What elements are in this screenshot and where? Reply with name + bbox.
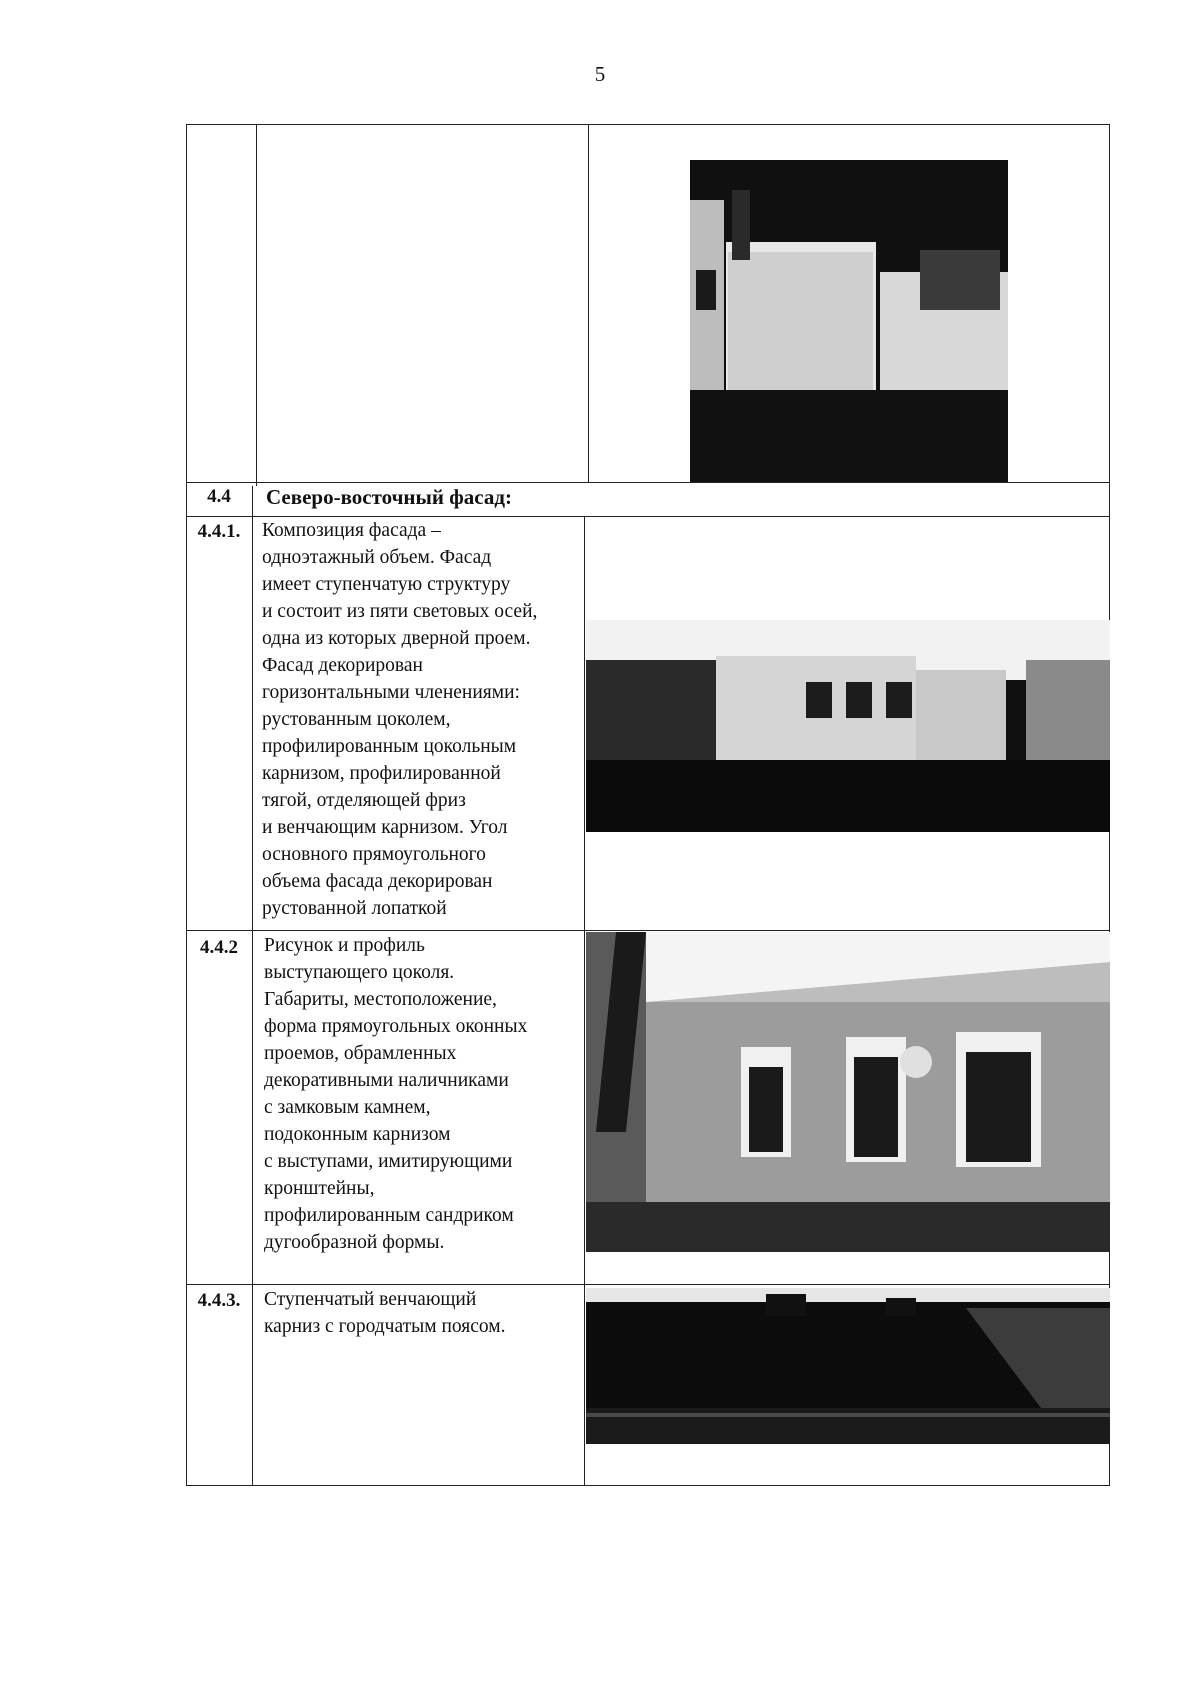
text-line: с замковым камнем,	[264, 1097, 431, 1118]
text-line: профилированным сандриком	[264, 1205, 514, 1226]
text-line: Композиция фасада –	[262, 520, 441, 541]
facade-photo-windows	[586, 932, 1110, 1252]
text-line: дугообразной формы.	[264, 1232, 445, 1253]
text-line: Фасад декорирован	[262, 655, 423, 676]
row-divider	[186, 1284, 1110, 1285]
text-line: рустованным цоколем,	[262, 709, 451, 730]
text-line: и состоит из пяти световых осей,	[262, 601, 538, 622]
text-line: карнизом, профилированной	[262, 763, 501, 784]
page-number: 5	[594, 62, 606, 86]
text-line: Ступенчатый венчающий	[264, 1289, 477, 1310]
facade-photo-cornice	[586, 1288, 1110, 1444]
text-line: с выступами, имитирующими	[264, 1151, 513, 1172]
row-divider	[186, 930, 1110, 931]
text-line: Габариты, местоположение,	[264, 989, 497, 1010]
table-border-top	[186, 124, 1110, 125]
row-description	[262, 517, 582, 922]
table-border-left	[186, 124, 187, 1486]
text-line: подоконным карнизом	[264, 1124, 451, 1145]
facade-photo-corner	[690, 160, 1008, 482]
column-divider	[584, 516, 585, 1486]
text-line: основного прямоугольного	[262, 844, 486, 865]
column-divider	[588, 124, 589, 482]
text-line: имеет ступенчатую структуру	[262, 574, 511, 595]
text-line: горизонтальными членениями:	[262, 682, 520, 703]
text-line: профилированным цокольным	[262, 736, 517, 757]
row-number: 4.4.2	[200, 937, 238, 958]
column-divider	[256, 124, 257, 486]
row-description	[264, 1286, 582, 1340]
row-divider	[186, 482, 1110, 483]
row-number: 4.4.1.	[197, 521, 241, 542]
text-line: и венчающим карнизом. Угол	[262, 817, 508, 838]
text-line: форма прямоугольных оконных	[264, 1016, 528, 1037]
text-line: рустованной лопаткой	[262, 898, 447, 919]
section-number: 4.4	[207, 486, 231, 507]
row-number: 4.4.3.	[197, 1290, 241, 1311]
text-line: объема фасада декорирован	[262, 871, 493, 892]
text-line: одна из которых дверной проем.	[262, 628, 531, 649]
table-border-bottom	[186, 1485, 1110, 1486]
section-title: Северо-восточный фасад:	[266, 485, 513, 509]
facade-photo-northeast	[586, 620, 1110, 832]
text-line: выступающего цоколя.	[264, 962, 455, 983]
column-divider	[252, 486, 253, 1486]
facade-table	[186, 124, 1110, 1486]
text-line: карниз с городчатым поясом.	[264, 1316, 506, 1337]
text-line: Рисунок и профиль	[264, 935, 425, 956]
text-line: проемов, обрамленных	[264, 1043, 457, 1064]
text-line: одноэтажный объем. Фасад	[262, 547, 492, 568]
text-line: декоративными наличниками	[264, 1070, 509, 1091]
row-description	[264, 932, 582, 1256]
text-line: кронштейны,	[264, 1178, 375, 1199]
text-line: тягой, отделяющей фриз	[262, 790, 466, 811]
